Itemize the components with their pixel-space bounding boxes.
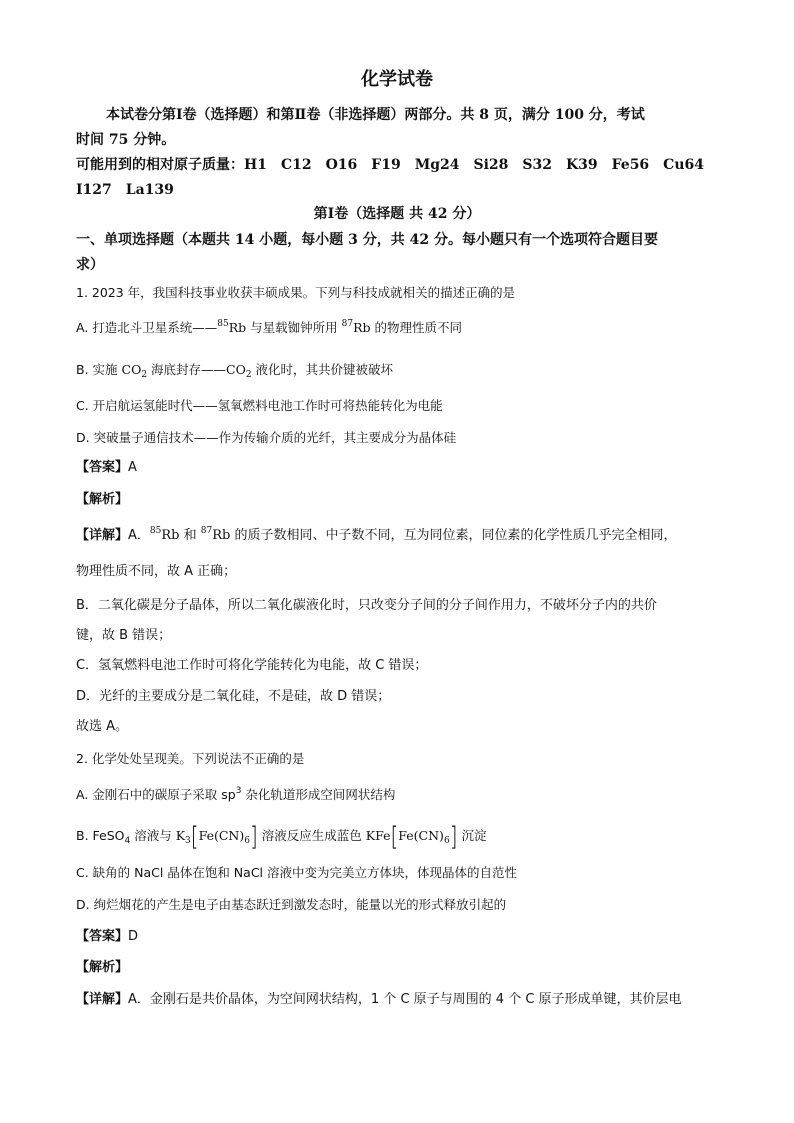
intro-line-1: 本试卷分第Ⅰ卷（选择题）和第Ⅱ卷（非选择题）两部分。共 8 页，满分 100 分，考试 [106, 107, 645, 123]
section1-heading-line-2: 求） [76, 257, 104, 273]
q1-option-b: B. 实施 $CO_2$ 海底封存$——CO_2$ 液化时，其共价键被破坏 [76, 362, 394, 380]
q1-analysis-label: 【解析】 [76, 492, 129, 507]
q1-option-c: C. 开启航运氢能时代——氢氧燃料电池工作时可将热能转化为电能 [76, 398, 443, 413]
part1-header: 第Ⅰ卷（选择题 共 42 分） [313, 206, 481, 222]
q1-option-d: D. 突破量子通信技术——作为传输介质的光纤，其主要成分为晶体硅 [76, 430, 457, 445]
q2-option-b: B. FeSO$_4$ 溶液与 $K_3[Fe(CN)_6]$ 溶液反应生成蓝色 $KFe[Fe(CN)_6]$ 沉淀 [76, 820, 487, 852]
q2-analysis-label: 【解析】 [76, 960, 129, 975]
q1-detail-a-line-2: 物理性质不同，故 A 正确； [76, 564, 237, 579]
q1-detail-b-line-2: 键，故 B 错误； [76, 628, 172, 643]
page-title: 化学试卷 [361, 69, 433, 90]
q2-option-a: A. 金刚石中的碳原子采取 $sp^3$ 杂化轨道形成空间网状结构 [76, 786, 396, 802]
q1-answer: 【答案】A [76, 460, 137, 475]
q1-option-a: A. 打造北斗卫星系统——$^{85}$Rb 与星载铷钟所用 $^{87}$Rb 的物理性质不同 [76, 319, 462, 335]
q1-detail-b-line-1: B．二氧化碳是分子晶体，所以二氧化碳液化时，只改变分子间的分子间作用力，不破坏分子内的共价 [76, 598, 657, 613]
q1-detail-a: 【详解】A．$^{85}$Rb 和 $^{87}$Rb 的质子数相同、中子数不同，互为同位素，同位素的化学性质几乎完全相同， [76, 526, 677, 543]
q1-detail-c: C．氢氧燃料电池工作时可将化学能转化为电能，故 C 错误； [76, 658, 428, 673]
q1-stem: 1. 2023 年，我国科技事业收获丰硕成果。下列与科技成就相关的描述正确的是 [76, 285, 516, 300]
q2-answer: 【答案】D [76, 929, 139, 944]
q2-option-c: C. 缺角的 NaCl 晶体在饱和 NaCl 溶液中变为完美立方体块，体现晶体的自范性 [76, 865, 517, 880]
q2-option-d: D. 绚烂烟花的产生是电子由基态跃迁到激发态时，能量以光的形式释放引起的 [76, 897, 507, 912]
section1-heading-line-1: 一、单项选择题（本题共 14 小题，每小题 3 分，共 42 分。每小题只有一个选项符合题目要 [76, 232, 658, 248]
atomic-mass-line-1: 可能用到的相对原子质量：H1 C12 O16 F19 Mg24 Si28 S32 K39 Fe56 Cu64 [76, 157, 704, 173]
intro-line-2: 时间 75 分钟。 [76, 132, 176, 148]
q1-conclusion: 故选 A。 [76, 719, 129, 734]
q1-detail-d: D．光纤的主要成分是二氧化硅，不是硅，故 D 错误； [76, 689, 391, 704]
q2-detail-line-1: 【详解】A．金刚石是共价晶体，为空间网状结构，1 个 C 原子与周围的 4 个 C 原子形成单键，其价层电 [76, 992, 682, 1007]
q2-stem: 2. 化学处处呈现美。下列说法不正确的是 [76, 751, 305, 766]
atomic-mass-line-2: I127 La139 [76, 182, 174, 198]
